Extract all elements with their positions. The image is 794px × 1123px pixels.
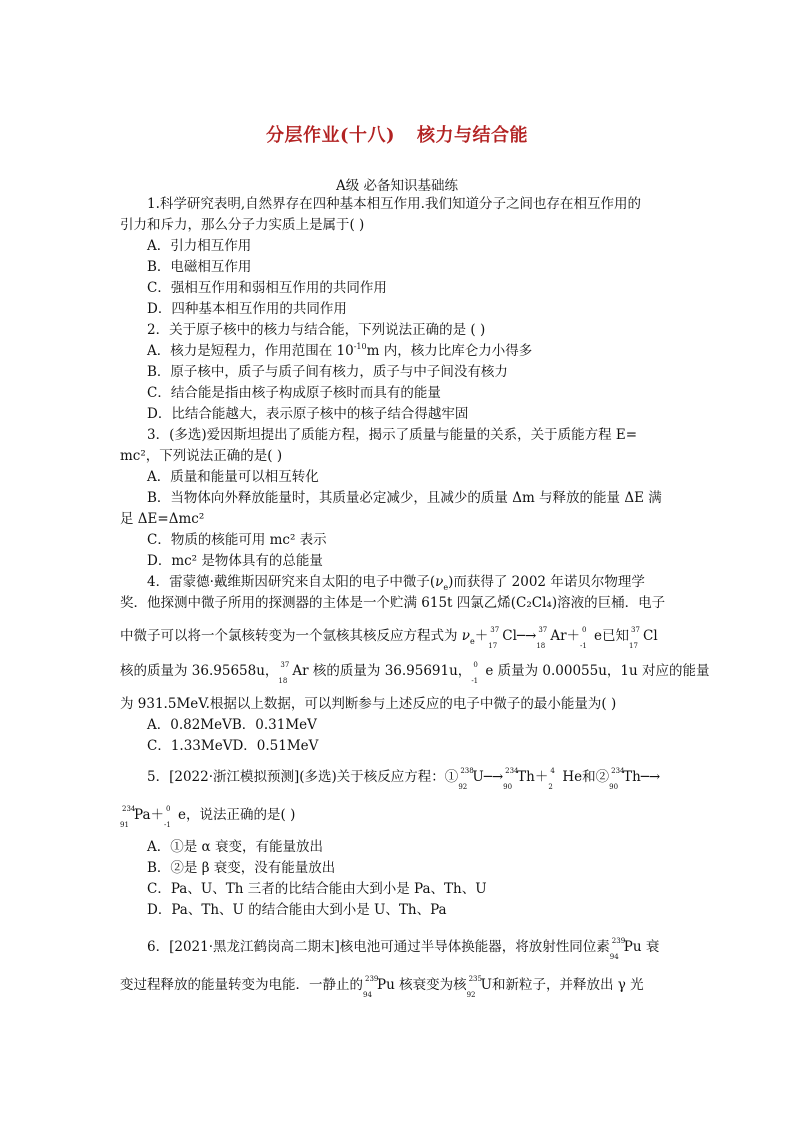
mass-number: 37 bbox=[490, 625, 500, 634]
atomic-number: -1 bbox=[580, 641, 587, 650]
q2-stem: 2．关于原子核中的核力与结合能，下列说法正确的是 ( ) bbox=[147, 322, 486, 338]
q5-pa: Pa＋ bbox=[134, 807, 165, 823]
neutrino-subscript: e bbox=[443, 583, 449, 592]
isotope-u238 bbox=[458, 766, 474, 791]
q4-line1-pre: 4．雷蒙德·戴维斯因研究来自太阳的电子中微子( bbox=[147, 574, 436, 590]
q4-line2: 奖．他探测中微子所用的探测器的主体是一个贮满 615t 四氯乙烯(C₂Cl₄)溶液的巨桶．电子 bbox=[120, 595, 666, 611]
mass-number: 37 bbox=[631, 625, 640, 634]
atomic-number: 92 bbox=[458, 782, 468, 791]
isotope-pu239 bbox=[609, 936, 626, 961]
q4-options-ab: A．0.82MeVB．0.31MeV bbox=[147, 717, 317, 733]
mass-number: 239 bbox=[365, 974, 379, 983]
isotope-electron bbox=[471, 660, 485, 685]
q5-th2: Th─→ bbox=[623, 769, 661, 785]
q3-option-d: D．mc² 是物体具有的总能量 bbox=[147, 553, 323, 569]
q1-option-b: B．电磁相互作用 bbox=[147, 259, 252, 275]
q1-option-a: A．引力相互作用 bbox=[147, 238, 252, 254]
mass-number: 0 bbox=[166, 804, 171, 813]
q5-option-a: A．①是 α 衰变，有能量放出 bbox=[147, 839, 323, 855]
q5-line1-pre: 5．[2022·浙江模拟预测](多选)关于核反应方程：① bbox=[147, 769, 459, 785]
q5-line2 bbox=[120, 804, 296, 829]
q6-line2-pre: 变过程释放的能量转变为电能．一静止的 bbox=[120, 977, 363, 993]
isotope-cl37 bbox=[488, 625, 502, 650]
page-title bbox=[0, 121, 794, 147]
q6-line2 bbox=[120, 974, 644, 999]
mass-number: 37 bbox=[538, 625, 548, 634]
q4-line4 bbox=[120, 660, 710, 685]
atomic-number: 2 bbox=[548, 782, 553, 791]
q2-option-a-exponent: -10 bbox=[353, 342, 367, 351]
atomic-number: 90 bbox=[503, 782, 513, 791]
mass-number: 0 bbox=[582, 625, 587, 634]
atomic-number: 18 bbox=[536, 641, 546, 650]
q4-eq-cl: Cl─→ bbox=[502, 628, 537, 644]
atomic-number: 17 bbox=[629, 641, 638, 650]
q3-option-b-line2: 足 ΔE=Δmc² bbox=[120, 511, 205, 527]
atomic-number: 18 bbox=[278, 676, 288, 685]
q3-stem-line2: mc²，下列说法正确的是( ) bbox=[120, 448, 283, 464]
q1-stem-line1: 1.科学研究表明,自然界存在四种基本相互作用.我们知道分子之间也存在相互作用的 bbox=[147, 196, 641, 212]
mass-number: 235 bbox=[468, 974, 482, 983]
q2-option-a-pre: A．核力是短程力，作用范围在 10 bbox=[147, 343, 354, 359]
mass-number: 238 bbox=[460, 766, 474, 775]
q5-option-b: B．②是 β 衰变，没有能量放出 bbox=[147, 860, 336, 876]
q4-options-cd: C．1.33MeVD．0.51MeV bbox=[147, 738, 319, 754]
q5-option-d: D．Pa、Th、U 的结合能由大到小是 U、Th、Pa bbox=[147, 902, 447, 918]
atomic-number: -1 bbox=[471, 676, 479, 685]
mass-number: 0 bbox=[473, 660, 478, 669]
q5-option-c: C．Pa、U、Th 三者的比结合能由大到小是 Pa、Th、U bbox=[147, 881, 487, 897]
q4-line4-pre: 核的质量为 36.95658u， bbox=[120, 663, 279, 679]
neutrino-subscript: e bbox=[470, 637, 475, 646]
q3-option-a: A．质量和能量可以相互转化 bbox=[147, 469, 319, 485]
q2-option-c: C．结合能是指由核子构成原子核时而具有的能量 bbox=[147, 385, 441, 401]
q1-option-d: D．四种基本相互作用的共同作用 bbox=[147, 301, 347, 317]
q1-option-c: C．强相互作用和弱相互作用的共同作用 bbox=[147, 280, 387, 296]
q4-line1-post: )而获得了 2002 年诺贝尔物理学 bbox=[448, 574, 645, 590]
q3-stem-line1: 3．(多选)爱因斯坦提出了质能方程，揭示了质量与能量的关系，关于质能方程 E= bbox=[147, 427, 638, 443]
q4-line3: 中微子可以将一个氯核转变为一个氩核其核反应方程式为 $\nu_e+$ 37 17 Cl─→ 37 18 Ar＋ 0 -1 e已知 37 17 Cl bbox=[120, 627, 658, 647]
mass-number: 234 bbox=[122, 804, 136, 813]
q5-line2-post: e，说法正确的是( ) bbox=[178, 807, 296, 823]
q6-line1 bbox=[147, 936, 660, 961]
isotope-ar37 bbox=[536, 625, 550, 650]
q4-line4-post: e 质量为 0.00055u，1u 对应的能量 bbox=[485, 663, 710, 679]
q4-line1 bbox=[147, 573, 645, 593]
isotope-he4 bbox=[548, 766, 562, 791]
q2-option-d: D．比结合能越大，表示原子核中的核子结合得越牢固 bbox=[147, 406, 469, 422]
q5-line1 bbox=[147, 766, 661, 791]
q4-eq-cl2: Cl bbox=[643, 628, 658, 644]
atomic-number: -1 bbox=[164, 820, 171, 829]
mass-number: 4 bbox=[550, 766, 555, 775]
neutrino-symbol: ν bbox=[461, 628, 471, 644]
isotope-ar37 bbox=[278, 660, 292, 685]
title-topic: 核力与结合能 bbox=[417, 125, 529, 146]
q4-eq-e: e已知 bbox=[594, 628, 630, 644]
atomic-number: 91 bbox=[120, 820, 129, 829]
q3-option-c: C．物质的核能可用 mc² 表示 bbox=[147, 532, 327, 548]
title-number: 分层作业(十八) bbox=[265, 125, 396, 146]
q4-line5: 为 931.5MeV.根据以上数据，可以判断参与上述反应的电子中微子的最小能量为( ) bbox=[120, 696, 617, 712]
isotope-electron bbox=[580, 625, 594, 650]
mass-number: 234 bbox=[611, 766, 625, 775]
atomic-number: 94 bbox=[363, 990, 372, 999]
atomic-number: 17 bbox=[488, 641, 498, 650]
q1-stem-line2: 引力和斥力，那么分子力实质上是属于( ) bbox=[120, 217, 365, 233]
q4-line4-mid: Ar 核的质量为 36.95691u， bbox=[292, 663, 472, 679]
q4-line3-pre: 中微子可以将一个氯核转变为一个氩核其核反应方程式为 bbox=[120, 628, 458, 644]
q6-pu2: Pu 核衰变为核 bbox=[377, 977, 467, 993]
q6-line1-pre: 6．[2021·黑龙江鹤岗高二期末]核电池可通过半导体换能器，将放射性同位素 bbox=[147, 939, 610, 955]
atomic-number: 92 bbox=[466, 990, 476, 999]
mass-number: 239 bbox=[611, 936, 626, 945]
isotope-cl37 bbox=[629, 625, 643, 650]
q4-eq-ar: Ar＋ bbox=[550, 628, 581, 644]
isotope-pu239 bbox=[363, 974, 379, 999]
q5-he: He和② bbox=[562, 769, 610, 785]
isotope-u235 bbox=[466, 974, 482, 999]
q2-option-a-post: m 内，核力比库仑力小得多 bbox=[366, 343, 533, 359]
q6-u: U和新粒子，并释放出 γ 光 bbox=[480, 977, 644, 993]
section-heading: A级 必备知识基础练 bbox=[335, 178, 459, 194]
q2-option-a bbox=[147, 342, 532, 362]
mass-number: 37 bbox=[280, 660, 290, 669]
neutrino-symbol: ν bbox=[435, 574, 444, 590]
atomic-number: 94 bbox=[609, 952, 619, 961]
isotope-pa234 bbox=[120, 804, 136, 829]
q3-option-b-line1: B．当物体向外释放能量时，其质量必定减少，且减少的质量 Δm 与释放的能量 ΔE 满 bbox=[147, 490, 662, 506]
q2-option-b: B．原子核中，质子与质子间有核力，质子与中子间没有核力 bbox=[147, 364, 508, 380]
mass-number: 234 bbox=[505, 766, 519, 775]
q6-pu: Pu 衰 bbox=[623, 939, 660, 955]
isotope-th234 bbox=[609, 766, 625, 791]
isotope-th234 bbox=[503, 766, 519, 791]
q5-u: U─→ bbox=[472, 769, 504, 785]
q5-th: Th＋ bbox=[517, 769, 549, 785]
atomic-number: 90 bbox=[609, 782, 619, 791]
isotope-electron bbox=[164, 804, 178, 829]
